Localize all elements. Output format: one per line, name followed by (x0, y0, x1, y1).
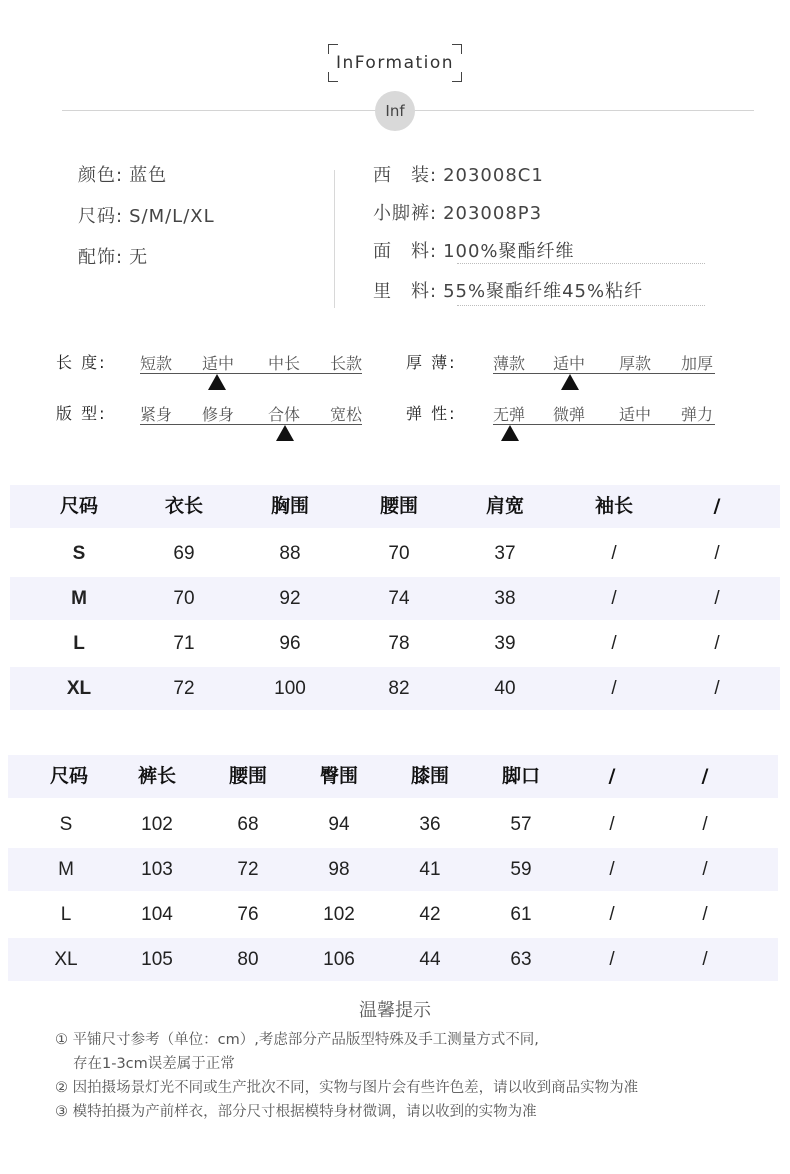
table-cell: 59 (510, 859, 532, 880)
table-cell: 37 (494, 543, 516, 564)
table-cell: / (714, 678, 720, 699)
table-cell: 94 (328, 814, 350, 835)
info-label: 西 装: (373, 165, 438, 186)
dotted-underline (457, 263, 705, 264)
table-row (10, 577, 780, 620)
tip-line: ② 因拍摄场景灯光不同或生产批次不同，实物与图片会有些许色差，请以收到商品实物为准 (55, 1080, 639, 1096)
table-cell: 98 (328, 859, 350, 880)
table-row (8, 938, 778, 981)
info-value: 203008P3 (443, 203, 543, 224)
table-cell: 102 (141, 814, 173, 835)
table-cell: / (611, 633, 617, 654)
table-cell: / (611, 678, 617, 699)
table-header-cell: 尺码 (59, 495, 98, 517)
table-cell: / (609, 859, 615, 880)
table-cell: 39 (494, 633, 516, 654)
table-cell: / (611, 588, 617, 609)
scale-option: 宽松 (330, 405, 363, 424)
table-header-cell: 腰围 (228, 765, 267, 787)
scale-option: 加厚 (681, 354, 714, 373)
info-value: 蓝色 (129, 165, 168, 186)
table-header-cell: 胸围 (270, 495, 309, 517)
table-header-cell: 衣长 (164, 495, 203, 517)
info-accessory (78, 243, 148, 269)
table-cell: 103 (141, 859, 173, 880)
table-cell: 70 (173, 588, 195, 609)
info-label: 颜色: (78, 165, 124, 186)
scale-option: 厚款 (619, 354, 652, 373)
info-suit (373, 161, 544, 187)
table-cell: L (73, 633, 85, 654)
tip-line: 存在1-3cm误差属于正常 (73, 1056, 235, 1072)
info-pants (373, 199, 542, 225)
scale-option: 合体 (268, 405, 301, 424)
table-cell: 63 (510, 949, 532, 970)
scale-option: 弹力 (681, 405, 714, 424)
table-header-row (8, 755, 778, 798)
table-cell: 74 (388, 588, 410, 609)
table-cell: / (609, 949, 615, 970)
table-cell: 88 (279, 543, 301, 564)
table-cell: 102 (323, 904, 355, 925)
table-cell: 69 (173, 543, 195, 564)
table-cell: 61 (510, 904, 532, 925)
table-header-cell: 脚口 (501, 765, 540, 787)
table-cell: 96 (279, 633, 301, 654)
scale-line (493, 373, 715, 374)
table-header-cell: / (608, 765, 616, 787)
scale-option: 适中 (619, 405, 652, 424)
scale-option: 无弹 (493, 405, 526, 424)
table-cell: M (58, 859, 74, 880)
table-cell: 78 (388, 633, 410, 654)
scale-option: 中长 (268, 354, 301, 373)
table-cell: 68 (237, 814, 259, 835)
table-row (8, 893, 778, 936)
tips-title: 温馨提示 (359, 1000, 431, 1021)
scale-option: 紧身 (140, 405, 173, 424)
table-cell: 72 (237, 859, 259, 880)
info-label: 小脚裤: (373, 203, 438, 224)
table-cell: / (702, 814, 708, 835)
table-cell: 41 (419, 859, 441, 880)
table-header-row (10, 485, 780, 528)
table-cell: / (702, 904, 708, 925)
info-divider (334, 170, 335, 308)
table-cell: 92 (279, 588, 301, 609)
table-header-cell: / (713, 495, 721, 517)
table-cell: 104 (141, 904, 173, 925)
info-fabric (373, 237, 575, 263)
info-label: 里 料: (373, 281, 438, 302)
section-title: InFormation (335, 53, 455, 73)
table-header-cell: 裤长 (137, 765, 176, 787)
info-size (78, 202, 215, 228)
tip-line: ① 平铺尺寸参考（单位：cm）,考虑部分产品版型特殊及手工测量方式不同, (55, 1032, 539, 1048)
scale-marker-triangle (208, 374, 226, 390)
table-cell: 36 (419, 814, 441, 835)
table-cell: 71 (173, 633, 195, 654)
table-cell: S (59, 814, 73, 835)
table-row (10, 667, 780, 710)
info-lining (373, 277, 643, 303)
section-title-frame (328, 44, 462, 82)
info-label: 尺码: (78, 206, 124, 227)
table-cell: L (60, 904, 72, 925)
info-value: 55%聚酯纤维45%粘纤 (443, 281, 644, 302)
inf-badge: Inf (375, 91, 415, 131)
table-cell: XL (54, 949, 78, 970)
table-cell: 100 (274, 678, 306, 699)
table-cell: 70 (388, 543, 410, 564)
table-cell: / (611, 543, 617, 564)
scale-option: 修身 (202, 405, 235, 424)
scale-option: 短款 (140, 354, 173, 373)
table-row (8, 803, 778, 846)
table-cell: 106 (323, 949, 355, 970)
scale-option: 微弹 (553, 405, 586, 424)
scale-line (493, 424, 715, 425)
table-cell: / (702, 949, 708, 970)
table-cell: / (609, 904, 615, 925)
info-value: S/M/L/XL (129, 206, 215, 227)
scale-marker-triangle (276, 425, 294, 441)
table-cell: 82 (388, 678, 410, 699)
scale-line (140, 373, 362, 374)
scale-label-thickness: 厚 薄: (406, 353, 457, 372)
table-cell: 72 (173, 678, 195, 699)
info-label: 配饰: (78, 247, 124, 268)
scale-marker-triangle (561, 374, 579, 390)
table-header-cell: 肩宽 (485, 495, 524, 517)
table-header-cell: 膝围 (410, 765, 449, 787)
tip-line: ③ 模特拍摄为产前样衣，部分尺寸根据模特身材微调，请以收到的实物为准 (55, 1104, 537, 1120)
table-cell: 76 (237, 904, 259, 925)
table-cell: 42 (419, 904, 441, 925)
table-header-cell: 臀围 (319, 765, 358, 787)
table-cell: 57 (510, 814, 532, 835)
info-label: 面 料: (373, 241, 438, 262)
table-cell: 105 (141, 949, 173, 970)
table-cell: / (714, 543, 720, 564)
table-cell: / (609, 814, 615, 835)
info-value: 无 (129, 247, 149, 268)
dotted-underline (457, 305, 705, 306)
table-header-cell: 腰围 (379, 495, 418, 517)
info-value: 203008C1 (443, 165, 544, 186)
scale-label-elasticity: 弹 性: (406, 404, 457, 423)
table-cell: / (702, 859, 708, 880)
table-header-cell: 袖长 (594, 495, 633, 517)
frame-corner (452, 72, 462, 82)
frame-corner (328, 72, 338, 82)
table-header-cell: 尺码 (49, 765, 88, 787)
table-cell: XL (66, 678, 92, 699)
table-row (8, 848, 778, 891)
info-value: 100%聚酯纤维 (443, 241, 575, 262)
scale-option: 薄款 (493, 354, 526, 373)
scale-marker-triangle (501, 425, 519, 441)
table-cell: / (714, 588, 720, 609)
table-cell: 38 (494, 588, 516, 609)
table-row (10, 532, 780, 575)
table-cell: 80 (237, 949, 259, 970)
table-header-cell: / (701, 765, 709, 787)
table-cell: 40 (494, 678, 516, 699)
table-cell: 44 (419, 949, 441, 970)
info-color (78, 161, 167, 187)
scale-option: 适中 (553, 354, 586, 373)
table-cell: S (72, 543, 86, 564)
table-cell: M (71, 588, 87, 609)
table-cell: / (714, 633, 720, 654)
scale-line (140, 424, 362, 425)
scale-label-fit: 版 型: (56, 404, 107, 423)
table-row (10, 622, 780, 665)
scale-option: 适中 (202, 354, 235, 373)
scale-label-length: 长 度: (56, 353, 107, 372)
scale-option: 长款 (330, 354, 363, 373)
